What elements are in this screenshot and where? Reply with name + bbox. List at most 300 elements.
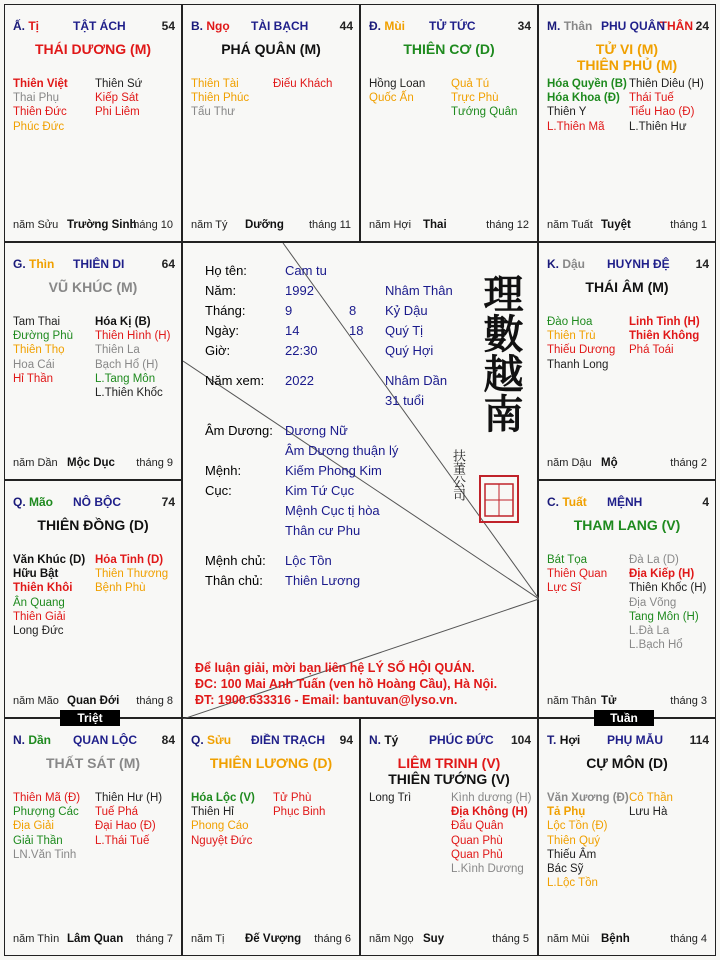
palace-hoi [538, 718, 716, 956]
minor-stars [547, 77, 711, 134]
palace-header [547, 257, 709, 273]
minor-star: L.Thiên Hư [629, 120, 687, 133]
stars-right-column [629, 553, 711, 652]
minor-star: Nguyệt Đức [191, 834, 253, 847]
red-seal [479, 475, 519, 523]
minor-star: Đại Hao (Đ) [95, 820, 156, 833]
palace-than [538, 4, 716, 242]
main-star: LIÊM TRINH (V) [397, 755, 501, 771]
minor-stars [13, 315, 177, 400]
footer-stage: Tuyệt [601, 219, 631, 231]
minor-star: Hồng Loan [369, 78, 426, 90]
minor-stars [191, 791, 355, 848]
footer-month: tháng 8 [136, 695, 173, 707]
palace-footer [13, 219, 177, 233]
stars-left-column [191, 791, 273, 848]
thang-dl: 8 [349, 303, 357, 318]
minor-star: Văn Khúc (D) [13, 554, 86, 566]
palace-tuat [538, 480, 716, 718]
minor-star: Thai Phụ [13, 92, 60, 105]
ngay-label: Ngày: [205, 323, 239, 338]
minor-star: L.Tang Môn [95, 372, 156, 385]
minor-star: Đào Hoa [547, 316, 593, 328]
footer-month: tháng 11 [308, 219, 351, 231]
palace-branch: Đ. [369, 19, 381, 33]
minor-star: Địa Võng [629, 596, 677, 609]
minor-star: Phá Toái [629, 344, 674, 357]
minor-star: Đẩu Quân [451, 820, 504, 833]
amduong-value-2: Âm Dương thuận lý [285, 443, 399, 458]
minor-star: Thiên Thương [95, 568, 169, 581]
palace-name: PHU QUÂN [601, 19, 666, 33]
palace-can: Mùi [384, 19, 406, 33]
palace-can: Dần [28, 733, 52, 747]
minor-star: Văn Xương (Đ) [547, 792, 629, 804]
nam-can: Nhâm Thân [385, 283, 453, 298]
palace-can: Dậu [562, 257, 586, 271]
palace-header [13, 19, 175, 35]
minor-star: Thái Tuế [629, 92, 674, 105]
footer-stage: Tử [601, 695, 617, 707]
palace-footer [369, 933, 533, 947]
minor-star: L.Thái Tuế [95, 834, 150, 847]
minor-star: Hỉ Thần [13, 372, 54, 385]
triet-tag: Triệt [60, 710, 120, 726]
palace-can: Mão [29, 495, 54, 509]
palace-branch: B. [191, 19, 203, 33]
palace-name: TÀI BẠCH [251, 19, 309, 33]
palace-number: 84 [161, 733, 175, 747]
stars-right-column [95, 791, 177, 862]
minor-star: Thiên Khốc (H) [629, 582, 707, 595]
palace-than-marker: THÂN [659, 19, 693, 33]
stars-left-column [547, 77, 629, 134]
palace-footer [13, 933, 177, 947]
palace-number: 114 [689, 733, 709, 747]
minor-star: Thiên Hỉ [191, 806, 234, 819]
minor-star: Bệnh Phù [95, 582, 146, 595]
stars-left-column [13, 77, 95, 134]
main-star: THAM LANG (V) [573, 517, 681, 533]
main-star: CỰ MÔN (D) [586, 755, 668, 771]
main-star: THẤT SÁT (M) [45, 755, 141, 771]
minor-star: L.Kình Dương [451, 863, 524, 876]
palace-number: 34 [517, 19, 531, 33]
minor-star: Phục Binh [273, 806, 326, 819]
minor-star: Đường Phù [13, 330, 73, 343]
palace-ngo [182, 4, 360, 242]
palace-footer [547, 933, 711, 947]
minor-star: Linh Tinh (H) [629, 316, 700, 328]
stars-left-column [547, 553, 629, 652]
gio-can: Quý Hợi [385, 343, 434, 358]
minor-star: Long Đức [13, 625, 64, 638]
minor-star: Hóa Lộc (V) [191, 792, 255, 804]
minor-star: Thanh Long [547, 358, 609, 371]
minor-star: Thiếu Âm [547, 848, 597, 861]
minor-star: Thiên La [95, 344, 140, 357]
minor-star: Long Trì [369, 792, 412, 804]
stars-right-column [629, 315, 711, 372]
palace-number: 74 [161, 495, 175, 509]
amduong-label: Âm Dương: [205, 423, 273, 438]
palace-footer [13, 457, 177, 471]
minor-star: Thiên Hình (H) [95, 330, 171, 343]
minor-star: Phong Cáo [191, 820, 249, 833]
ngay-dl: 18 [349, 323, 364, 338]
minor-star: Lưu Hà [629, 806, 668, 819]
minor-stars [191, 77, 355, 120]
minor-star: Thiếu Dương [547, 344, 616, 357]
palace-branch: T. [547, 733, 557, 747]
main-star: THÁI DƯƠNG (M) [34, 41, 152, 57]
minor-star: Địa Giải [13, 820, 54, 833]
footer-month: tháng 3 [670, 695, 707, 707]
footer-month: tháng 10 [130, 219, 173, 231]
ngay-can: Quý Tị [385, 323, 424, 338]
palace-name: PHÚC ĐỨC [429, 733, 494, 747]
stars-right-column [273, 77, 355, 120]
minor-star: Thiên Tài [191, 78, 239, 90]
minor-star: Thiên Quan [547, 568, 608, 581]
minor-star: Phượng Các [13, 806, 79, 819]
minor-star: Thiên Hư (H) [95, 792, 163, 804]
minor-star: Thiên Thọ [13, 344, 65, 357]
contact-line-3: ĐT: 1900.633316 - Email: bantuvan@lyso.vn. [195, 693, 458, 707]
stars-right-column [629, 791, 711, 890]
minor-star: LN.Văn Tinh [13, 848, 77, 861]
minor-star: Lực Sĩ [547, 582, 581, 595]
palace-name: ĐIỀN TRẠCH [251, 733, 325, 747]
gio-label: Giờ: [205, 343, 231, 358]
tuoi-value: 31 tuổi [385, 393, 425, 408]
minor-star: L.Đà La [629, 625, 670, 638]
namxem-label: Năm xem: [205, 373, 265, 388]
footer-year: năm Tuất [547, 219, 593, 231]
stars-right-column [273, 791, 355, 848]
palace-can: Ngọ [206, 19, 230, 33]
cuc-value-3: Thân cư Phu [285, 523, 361, 538]
palace-can: Tý [384, 733, 399, 747]
minor-stars [547, 315, 711, 372]
stars-left-column [547, 315, 629, 372]
footer-month: tháng 6 [314, 933, 351, 945]
minor-stars [369, 77, 533, 120]
palace-header [191, 19, 353, 35]
gio-value: 22:30 [285, 343, 318, 358]
minor-star: Bạch Hổ (H) [95, 358, 159, 371]
calligraphy-small: 扶董公司 [450, 449, 465, 501]
footer-year: năm Tị [191, 933, 225, 945]
palace-ty2 [360, 718, 538, 956]
palace-number: 104 [510, 733, 531, 747]
minor-star: Quan Phù [451, 834, 503, 847]
footer-stage: Lâm Quan [67, 933, 124, 945]
namxem-can: Nhâm Dần [385, 373, 448, 388]
palace-branch: Q. [13, 495, 26, 509]
palace-header [369, 733, 531, 749]
palace-dau [538, 242, 716, 480]
palace-footer [191, 219, 355, 233]
minor-stars [13, 77, 177, 134]
palace-thin [4, 242, 182, 480]
palace-header [369, 19, 531, 35]
main-star: THIÊN TƯỚNG (V) [388, 771, 510, 787]
palace-header [13, 495, 175, 511]
footer-month: tháng 12 [486, 219, 529, 231]
minor-star: Thiên Quý [547, 834, 601, 847]
palace-header [13, 733, 175, 749]
footer-year: năm Mùi [547, 933, 590, 945]
minor-star: Hỏa Tinh (D) [95, 554, 164, 566]
palace-branch: Q. [191, 733, 204, 747]
palace-number: 24 [695, 19, 709, 33]
minor-star: Quả Tú [451, 78, 490, 90]
minor-star: Địa Kiếp (H) [629, 568, 695, 581]
footer-stage: Bệnh [601, 933, 630, 945]
palace-branch: G. [13, 257, 26, 271]
palace-name: THIÊN DI [73, 257, 125, 271]
minor-star: L.Bạch Hổ [629, 639, 683, 652]
menhchu-value: Lộc Tồn [285, 553, 332, 568]
nam-label: Năm: [205, 283, 237, 298]
palace-header [547, 19, 709, 35]
palace-name: TẬT ÁCH [73, 19, 126, 33]
palace-can: Tị [28, 19, 40, 33]
minor-star: Bát Tọa [547, 554, 588, 566]
palace-header [547, 495, 709, 511]
palace-name: PHỤ MẪU [607, 733, 663, 747]
namxem-value: 2022 [285, 373, 314, 388]
thanchu-value: Thiên Lương [285, 573, 361, 588]
minor-star: Thiên Không [629, 330, 700, 343]
minor-star: Điếu Khách [273, 78, 333, 90]
palace-branch: K. [547, 257, 559, 271]
minor-star: Tướng Quân [451, 106, 518, 119]
footer-year: năm Sửu [13, 219, 59, 231]
minor-star: Cô Thần [629, 792, 673, 804]
main-star: THIÊN PHỦ (M) [576, 57, 678, 73]
palace-footer [547, 695, 711, 709]
palace-branch: Ấ. [13, 19, 25, 33]
minor-star: Tiểu Hao (Đ) [629, 106, 695, 119]
minor-star: Ân Quang [13, 596, 65, 609]
palace-footer [191, 933, 355, 947]
seal-icon [482, 481, 516, 519]
minor-star: Quốc Ấn [369, 92, 414, 105]
footer-month: tháng 1 [670, 219, 707, 231]
footer-year: năm Ngọ [369, 933, 414, 945]
menh-value: Kiếm Phong Kim [285, 463, 382, 478]
minor-star: Hóa Khoa (Đ) [547, 92, 620, 105]
minor-star: Tam Thai [13, 316, 61, 328]
stars-left-column [547, 791, 629, 890]
minor-star: Thiên Mã (Đ) [13, 792, 81, 804]
stars-left-column [13, 315, 95, 400]
minor-star: Hóa Quyền (B) [547, 78, 627, 90]
footer-stage: Suy [423, 933, 445, 945]
minor-star: Thiên Phúc [191, 92, 250, 105]
thanchu-label: Thân chủ: [205, 573, 263, 588]
palace-number: 44 [339, 19, 353, 33]
palace-name: HUYNH ĐỆ [607, 257, 670, 271]
minor-stars [547, 553, 711, 652]
palace-branch: N. [369, 733, 381, 747]
minor-star: Hữu Bật [13, 568, 59, 581]
palace-branch: C. [547, 495, 559, 509]
palace-name: QUAN LỘC [73, 733, 137, 747]
palace-number: 14 [695, 257, 709, 271]
palace-suu [182, 718, 360, 956]
stars-left-column [369, 791, 451, 876]
footer-month: tháng 5 [492, 933, 529, 945]
footer-month: tháng 7 [136, 933, 173, 945]
footer-stage: Mộ [601, 457, 618, 469]
palace-can: Tuất [562, 495, 587, 509]
hoten-label: Họ tên: [205, 263, 247, 278]
minor-star: Thiên Việt [13, 78, 68, 90]
cuc-label: Cục: [205, 483, 232, 498]
palace-branch: M. [547, 19, 561, 33]
minor-star: Đà La (D) [629, 554, 679, 566]
palace-name: MỆNH [607, 495, 643, 509]
minor-star: Phúc Đức [13, 120, 65, 133]
minor-star: Thiên Giải [13, 610, 66, 623]
main-star: THÁI ÂM (M) [585, 279, 669, 295]
palace-dan [4, 718, 182, 956]
stars-right-column [95, 315, 177, 400]
minor-star: Bác Sỹ [547, 863, 584, 876]
main-star: THIÊN LƯƠNG (D) [209, 755, 333, 771]
minor-star: Hoa Cái [13, 358, 55, 371]
stars-left-column [191, 77, 273, 120]
minor-star: Thiên Khôi [13, 582, 73, 595]
footer-stage: Mộc Dục [67, 457, 115, 469]
cuc-value-1: Kim Tứ Cục [285, 483, 355, 498]
minor-star: L.Lộc Tồn [547, 877, 598, 890]
main-star: PHÁ QUÂN (M) [221, 41, 321, 57]
minor-star: Tử Phù [273, 792, 312, 804]
hoten-value: Cam tu [285, 263, 327, 278]
menh-label: Mệnh: [205, 463, 242, 478]
minor-stars [369, 791, 533, 876]
palace-name: TỬ TỨC [429, 19, 476, 33]
tuan-tag: Tuần [594, 710, 654, 726]
footer-year: năm Dậu [547, 457, 592, 469]
palace-footer [547, 457, 711, 471]
thang-al: 9 [285, 303, 293, 318]
minor-star: Hóa Kị (B) [95, 316, 151, 328]
minor-star: Thiên Sứ [95, 78, 143, 90]
footer-year: năm Tý [191, 219, 228, 231]
stars-right-column [95, 553, 177, 638]
contact-line-2: ĐC: 100 Mai Anh Tuấn (ven hồ Hoàng Cầu), Hà Nội. [195, 677, 498, 691]
stars-left-column [369, 77, 451, 120]
stars-right-column [451, 791, 533, 876]
contact-line-1: Để luận giải, mời bạn liên hệ LÝ SỐ HỘI QUÁN. [195, 661, 475, 675]
stars-right-column [95, 77, 177, 134]
footer-year: năm Mão [13, 695, 59, 707]
menhchu-label: Mệnh chủ: [205, 553, 266, 568]
palace-header [191, 733, 353, 749]
footer-year: năm Thân [547, 695, 597, 707]
footer-stage: Đế Vượng [245, 933, 302, 945]
stars-right-column [629, 77, 711, 134]
minor-star: Kiếp Sát [95, 92, 139, 105]
stars-right-column [451, 77, 533, 120]
palace-number: 4 [702, 495, 709, 509]
amduong-value-1: Dương Nữ [285, 423, 348, 438]
minor-star: Tang Môn (H) [629, 610, 699, 623]
nam-value: 1992 [285, 283, 314, 298]
palace-header [13, 257, 175, 273]
palace-can: Thân [563, 19, 593, 33]
stars-left-column [13, 791, 95, 862]
palace-number: 94 [339, 733, 353, 747]
minor-star: Tuế Phá [95, 806, 139, 819]
minor-star: Lộc Tồn (Đ) [547, 820, 608, 833]
minor-star: Tấu Thư [191, 106, 235, 119]
minor-stars [13, 791, 177, 862]
minor-star: Kình dương (H) [451, 792, 532, 804]
palace-branch: N. [13, 733, 25, 747]
footer-month: tháng 4 [670, 933, 707, 945]
minor-star: L.Thiên Mã [547, 120, 605, 133]
footer-year: năm Hợi [369, 219, 412, 231]
minor-star: Trực Phù [451, 92, 499, 105]
palace-can: Thìn [29, 257, 55, 271]
minor-star: Thiên Trù [547, 330, 596, 343]
main-star: THIÊN CƠ (D) [403, 41, 495, 57]
palace-footer [13, 695, 177, 709]
minor-star: Thiên Diêu (H) [629, 78, 704, 90]
palace-can: Hợi [559, 733, 581, 747]
calligraphy-text: 理數越南 [477, 273, 524, 433]
palace-number: 64 [161, 257, 175, 271]
minor-star: Phi Liêm [95, 106, 140, 119]
footer-year: năm Dần [13, 457, 58, 469]
cuc-value-2: Mệnh Cục tị hòa [285, 503, 380, 518]
footer-stage: Quan Đới [67, 695, 120, 707]
palace-header [547, 733, 709, 749]
minor-star: Thiên Đức [13, 106, 67, 119]
main-star: VŨ KHÚC (M) [48, 279, 138, 295]
main-star: TỬ VI (M) [595, 41, 659, 57]
palace-mao [4, 480, 182, 718]
minor-star: Địa Không (H) [451, 806, 528, 819]
minor-star: Giải Thần [13, 834, 63, 847]
footer-year: năm Thìn [13, 933, 60, 945]
thang-label: Tháng: [205, 303, 246, 318]
thang-can: Kỷ Dậu [385, 303, 428, 318]
footer-month: tháng 2 [670, 457, 707, 469]
main-star: THIÊN ĐỒNG (D) [37, 517, 149, 533]
stars-left-column [13, 553, 95, 638]
minor-star: Quan Phủ [451, 848, 503, 861]
footer-stage: Thai [423, 219, 447, 231]
minor-stars [547, 791, 711, 890]
palace-ty [4, 4, 182, 242]
palace-name: NÔ BỘC [73, 495, 121, 509]
footer-month: tháng 9 [136, 457, 173, 469]
footer-stage: Trường Sinh [67, 219, 137, 231]
footer-stage: Dưỡng [245, 219, 284, 231]
center-info-panel [182, 242, 538, 718]
palace-mui [360, 4, 538, 242]
ngay-al: 14 [285, 323, 300, 338]
palace-can: Sửu [207, 733, 232, 747]
minor-stars [13, 553, 177, 638]
